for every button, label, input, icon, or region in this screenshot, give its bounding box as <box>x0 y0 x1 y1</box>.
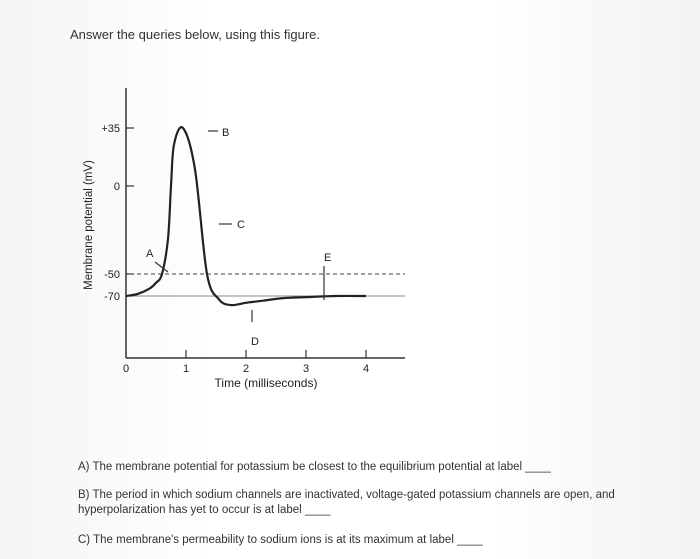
instruction-text: Answer the queries below, using this figure. <box>70 27 321 42</box>
action-potential-curve <box>126 127 366 305</box>
x-axis-label: Time (milliseconds) <box>214 376 318 390</box>
x-tick-label: 4 <box>362 363 370 375</box>
y-tick-label: 0 <box>113 181 120 193</box>
y-tick-label: -70 <box>104 291 120 303</box>
x-tick-label: 3 <box>302 363 310 375</box>
question-a <box>78 460 638 475</box>
y-tick-label: -50 <box>104 269 120 281</box>
question-b-text: B) The period in which sodium channels are inactivated, voltage-gated potassium channels are open, and hyperpolarization has yet to occur is at label <box>78 489 615 516</box>
point-label-e: E <box>324 252 332 264</box>
x-tick-label: 1 <box>182 363 190 375</box>
point-label-b: B <box>222 127 230 139</box>
answer-blank-b[interactable]: ____ <box>304 504 331 516</box>
question-a-text: A) The membrane potential for potassium be closest to the equilibrium potential at label <box>78 461 523 473</box>
label-leader-line <box>155 262 168 272</box>
answer-blank-a[interactable]: ____ <box>525 461 551 473</box>
x-tick-label: 2 <box>242 363 250 375</box>
question-b <box>78 488 658 518</box>
point-label-d: D <box>251 336 259 348</box>
y-axis-label: Membrane potential (mV) <box>83 160 95 290</box>
question-c <box>78 533 638 548</box>
point-label-a: A <box>146 248 154 260</box>
point-label-c: C <box>237 219 245 231</box>
answer-blank-c[interactable]: ____ <box>457 534 483 546</box>
y-tick-label: +35 <box>101 123 120 135</box>
question-c-text: C) The membrane's permeability to sodium ions is at its maximum at label <box>78 534 454 546</box>
x-tick-label: 0 <box>122 363 130 375</box>
